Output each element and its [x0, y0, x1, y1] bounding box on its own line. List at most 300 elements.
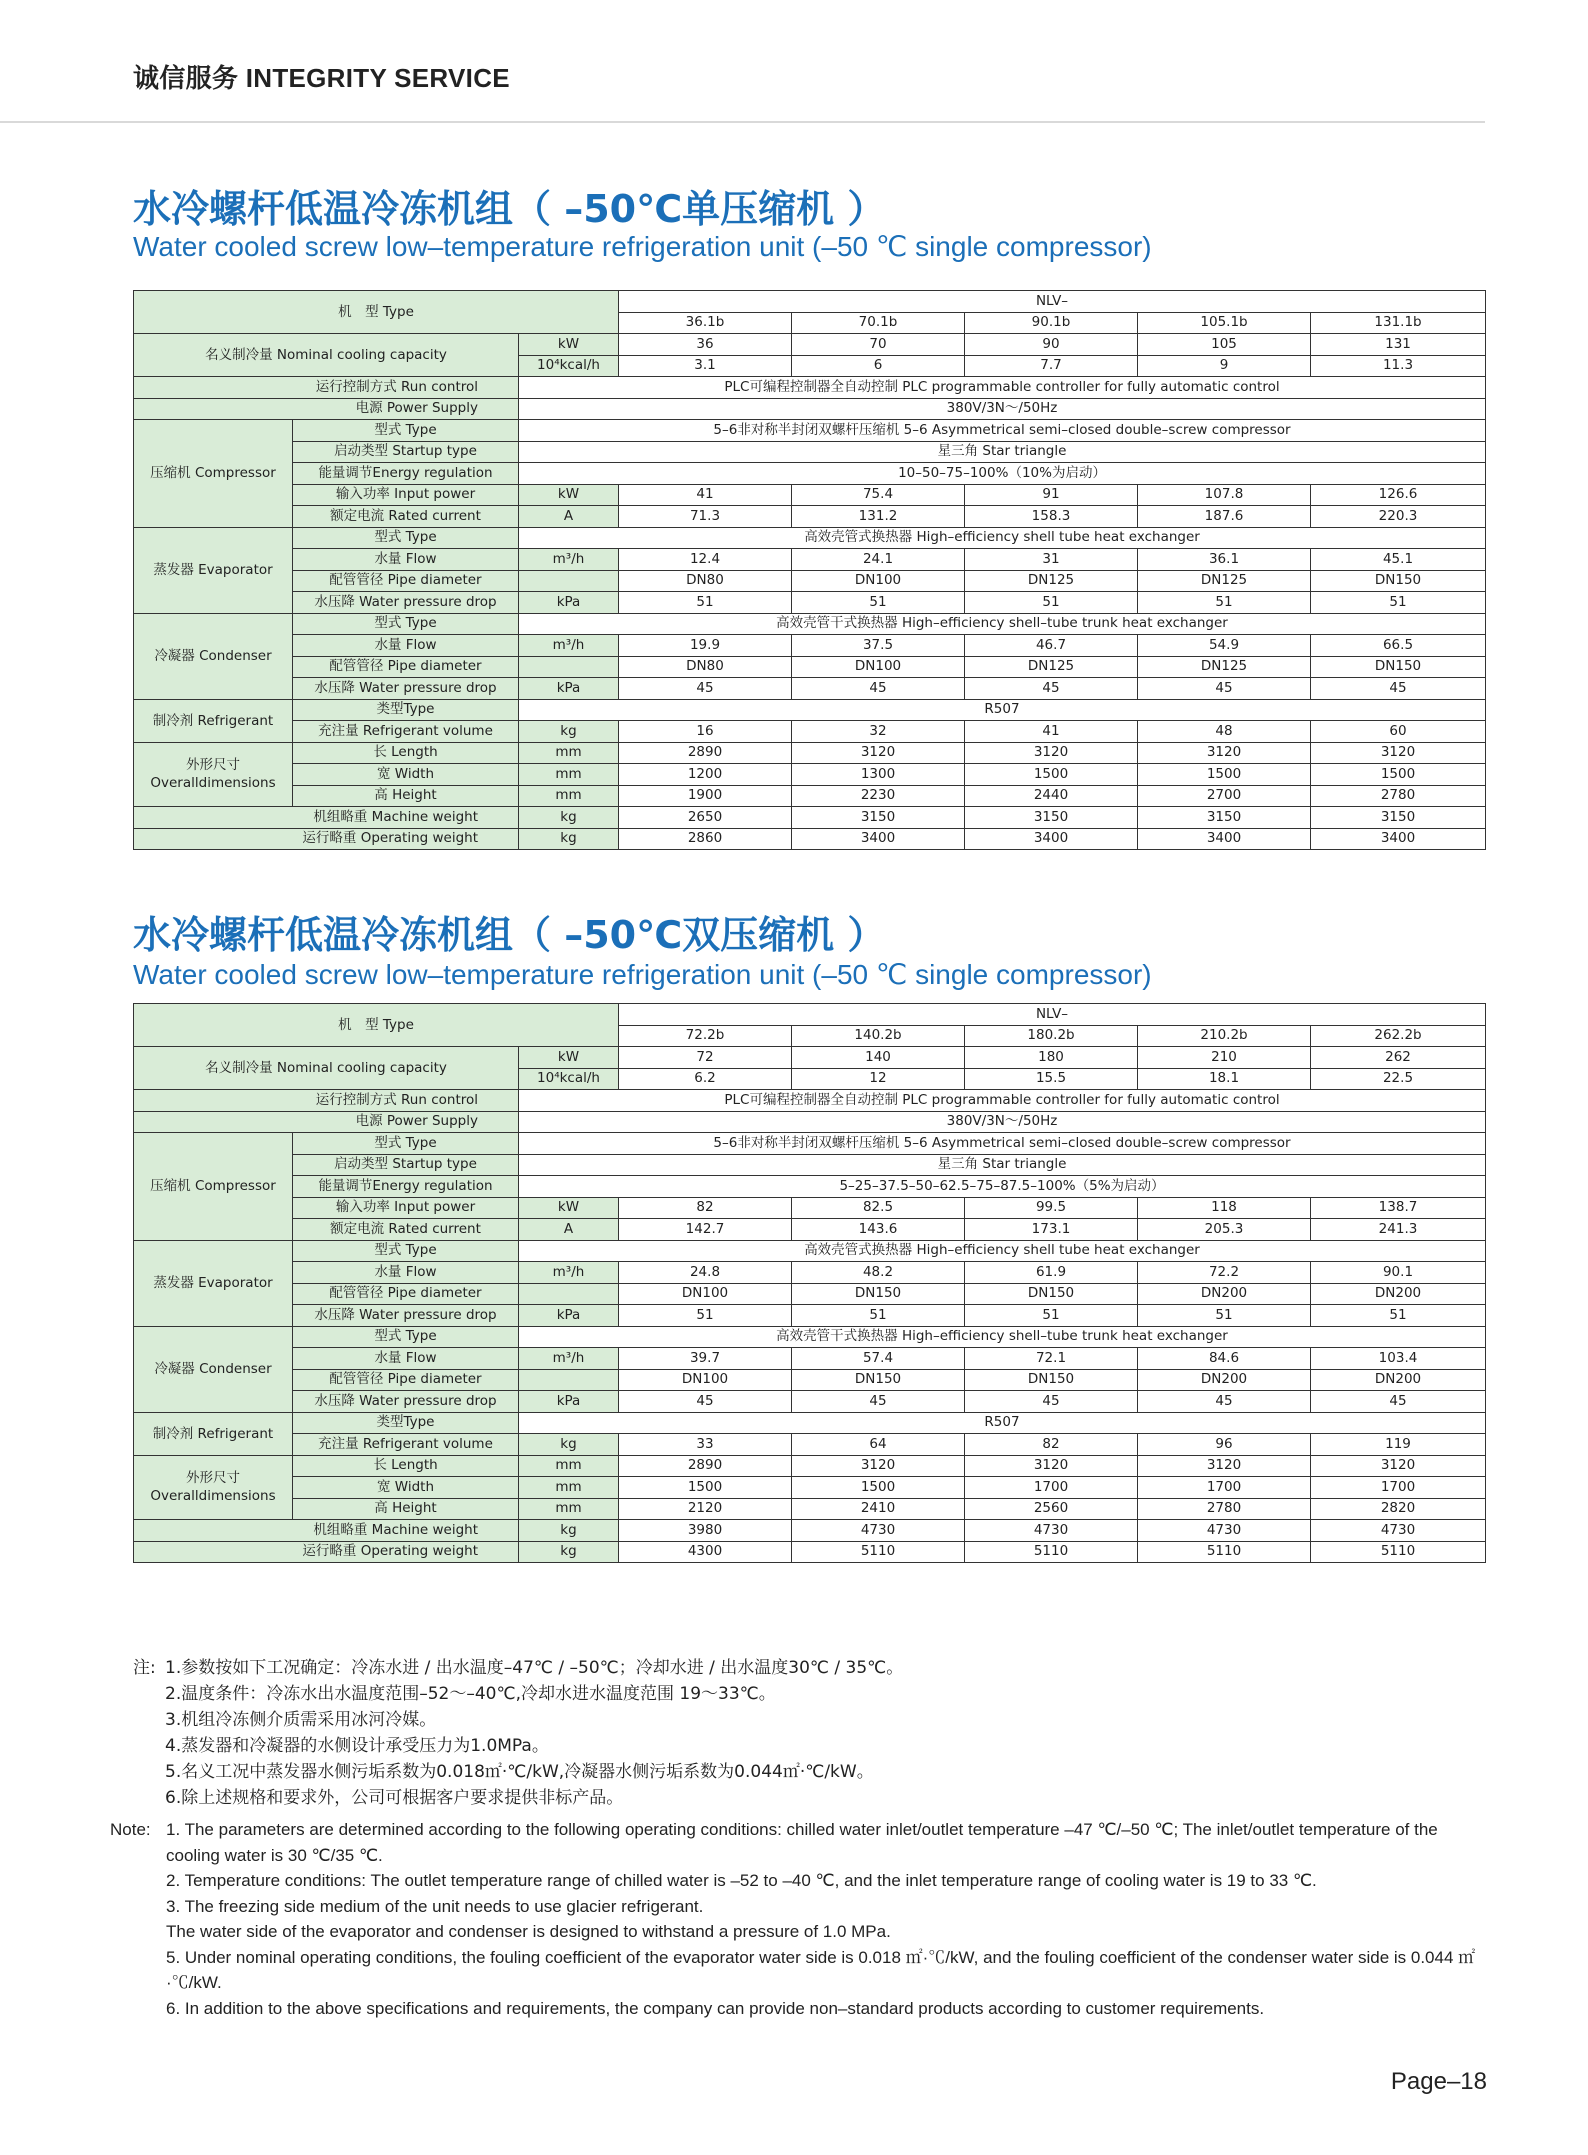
table-row [134, 828, 1486, 850]
spanning-value: 5–6非对称半封闭双螺杆压缩机 5–6 Asymmetrical semi–closed double–screw compressor [519, 1133, 1486, 1155]
value-cell: 99.5 [965, 1197, 1138, 1219]
value-cell: 118 [1138, 1197, 1311, 1219]
value-cell: DN200 [1138, 1369, 1311, 1391]
table-row [134, 1477, 1486, 1499]
value-cell: 18.1 [1138, 1068, 1311, 1090]
value-cell: 3400 [965, 828, 1138, 850]
value-cell: 46.7 [965, 635, 1138, 657]
value-cell: DN100 [792, 656, 965, 678]
group-label: 蒸发器 Evaporator [134, 1240, 293, 1326]
row-label: 机组略重 Machine weight [134, 807, 519, 829]
group-label: 蒸发器 Evaporator [134, 527, 293, 613]
value-cell: DN150 [792, 1283, 965, 1305]
value-cell: 32 [792, 721, 965, 743]
value-cell: 4730 [1138, 1520, 1311, 1542]
unit-cell: kW [519, 484, 619, 506]
value-cell: 3.1 [619, 355, 792, 377]
value-cell: 45 [1138, 678, 1311, 700]
value-cell: 45 [792, 678, 965, 700]
value-cell: 1700 [1311, 1477, 1486, 1499]
value-cell: 71.3 [619, 506, 792, 528]
row-label: 充注量 Refrigerant volume [293, 1434, 519, 1456]
table-row [134, 1348, 1486, 1370]
notes-cn-item: 1.参数按如下工况确定：冷冻水进 / 出水温度–47℃ / –50℃；冷却水进 / 出水温度30℃ / 35℃。 [165, 1658, 904, 1678]
row-label: 运行略重 Operating weight [134, 828, 519, 850]
table-row [134, 1541, 1486, 1563]
notes-en-item: The water side of the evaporator and condenser is designed to withstand a pressure of 1.0 MPa. [166, 1922, 891, 1941]
value-cell: 41 [965, 721, 1138, 743]
value-cell: 173.1 [965, 1219, 1138, 1241]
group-label: 名义制冷量 Nominal cooling capacity [134, 1047, 519, 1090]
value-cell: 12 [792, 1068, 965, 1090]
table-row [134, 570, 1486, 592]
value-cell: 241.3 [1311, 1219, 1486, 1241]
table-row [134, 1133, 1486, 1155]
value-cell: 4730 [965, 1520, 1138, 1542]
group-label: 压缩机 Compressor [134, 420, 293, 528]
unit-cell: 10⁴kcal/h [519, 355, 619, 377]
value-cell: 45.1 [1311, 549, 1486, 571]
value-cell: 220.3 [1311, 506, 1486, 528]
unit-cell [519, 1283, 619, 1305]
table-row [134, 527, 1486, 549]
unit-cell: kW [519, 334, 619, 356]
value-cell: 9 [1138, 355, 1311, 377]
value-cell: 180 [965, 1047, 1138, 1069]
value-cell: 90 [965, 334, 1138, 356]
value-cell: 84.6 [1138, 1348, 1311, 1370]
unit-cell: kg [519, 721, 619, 743]
table-row [134, 592, 1486, 614]
model-type-header: 机 型 Type [134, 1004, 619, 1047]
value-cell: 36.1 [1138, 549, 1311, 571]
table-row [134, 377, 1486, 399]
value-cell: 2820 [1311, 1498, 1486, 1520]
row-label: 电源 Power Supply [134, 398, 519, 420]
value-cell: 51 [1311, 1305, 1486, 1327]
value-cell: 2120 [619, 1498, 792, 1520]
value-cell: 60 [1311, 721, 1486, 743]
unit-cell: kg [519, 1541, 619, 1563]
row-label: 输入功率 Input power [293, 484, 519, 506]
table-row [134, 1197, 1486, 1219]
spec-table-double-compressor [133, 1003, 1486, 1563]
spanning-value: 高效壳管干式换热器 High–efficiency shell–tube trunk heat exchanger [519, 613, 1486, 635]
unit-cell: mm [519, 742, 619, 764]
value-cell: 51 [1311, 592, 1486, 614]
notes-en-item: 5. Under nominal operating conditions, the fouling coefficient of the evaporator water side is 0.018 ㎡·℃/kW, and the fouling coefficient of the condenser water side is 0.044 ㎡·℃/kW. [166, 1947, 1476, 1992]
value-cell: 45 [1311, 678, 1486, 700]
spanning-value: 5–25–37.5–50–62.5–75–87.5–100%（5%为启动） [519, 1176, 1486, 1198]
value-cell: 4730 [1311, 1520, 1486, 1542]
value-cell: 72.1 [965, 1348, 1138, 1370]
spec-table-single-compressor [133, 290, 1486, 850]
row-label: 水量 Flow [293, 549, 519, 571]
row-label: 型式 Type [293, 1240, 519, 1262]
group-label: 压缩机 Compressor [134, 1133, 293, 1241]
value-cell: 103.4 [1311, 1348, 1486, 1370]
value-cell: 45 [965, 1391, 1138, 1413]
notes-cn-item: 2.温度条件：冷冻水出水温度范围–52～–40℃,冷却水进水温度范围 19～33℃。 [165, 1684, 776, 1704]
table-row [134, 678, 1486, 700]
table-row [134, 1498, 1486, 1520]
value-cell: DN125 [1138, 656, 1311, 678]
value-cell: 51 [1138, 1305, 1311, 1327]
value-cell: 107.8 [1138, 484, 1311, 506]
row-label: 充注量 Refrigerant volume [293, 721, 519, 743]
value-cell: 37.5 [792, 635, 965, 657]
model-header: 36.1b [619, 312, 792, 334]
value-cell: 3120 [965, 1455, 1138, 1477]
row-label: 类型Type [293, 1412, 519, 1434]
value-cell: 48.2 [792, 1262, 965, 1284]
table-row [134, 1240, 1486, 1262]
value-cell: 2230 [792, 785, 965, 807]
value-cell: 24.8 [619, 1262, 792, 1284]
unit-cell: kg [519, 828, 619, 850]
row-label: 高 Height [293, 785, 519, 807]
series-header: NLV– [619, 291, 1486, 313]
unit-cell: kPa [519, 678, 619, 700]
value-cell: 142.7 [619, 1219, 792, 1241]
value-cell: DN100 [792, 570, 965, 592]
value-cell: 36 [619, 334, 792, 356]
spanning-value: 星三角 Star triangle [519, 1154, 1486, 1176]
value-cell: 3400 [792, 828, 965, 850]
value-cell: DN125 [965, 570, 1138, 592]
table-row [134, 549, 1486, 571]
value-cell: DN125 [1138, 570, 1311, 592]
unit-cell: 10⁴kcal/h [519, 1068, 619, 1090]
model-header: 262.2b [1311, 1025, 1486, 1047]
value-cell: 96 [1138, 1434, 1311, 1456]
value-cell: 3150 [965, 807, 1138, 829]
row-label: 型式 Type [293, 613, 519, 635]
unit-cell: m³/h [519, 549, 619, 571]
value-cell: 1500 [619, 1477, 792, 1499]
unit-cell: mm [519, 1498, 619, 1520]
value-cell: 126.6 [1311, 484, 1486, 506]
value-cell: 51 [619, 1305, 792, 1327]
group-label: 外形尺寸 Overalldimensions [134, 1455, 293, 1520]
value-cell: 3120 [792, 1455, 965, 1477]
spanning-value: 380V/3N～/50Hz [519, 398, 1486, 420]
value-cell: 3400 [1138, 828, 1311, 850]
table-row [134, 635, 1486, 657]
table-row [134, 721, 1486, 743]
page-number: Page–18 [1390, 2068, 1487, 2095]
value-cell: 45 [965, 678, 1138, 700]
table-row [134, 742, 1486, 764]
notes-cn-item: 6.除上述规格和要求外，公司可根据客户要求提供非标产品。 [165, 1788, 624, 1808]
value-cell: 5110 [1138, 1541, 1311, 1563]
value-cell: 45 [792, 1391, 965, 1413]
value-cell: 51 [965, 1305, 1138, 1327]
unit-cell: mm [519, 1477, 619, 1499]
value-cell: 33 [619, 1434, 792, 1456]
value-cell: 31 [965, 549, 1138, 571]
row-label: 启动类型 Startup type [293, 441, 519, 463]
table-row [134, 656, 1486, 678]
value-cell: 3120 [792, 742, 965, 764]
value-cell: 51 [965, 592, 1138, 614]
table-row [134, 1154, 1486, 1176]
section-2-title-cn: 水冷螺杆低温冷冻机组（ –50℃双压缩机 ） [133, 913, 886, 957]
value-cell: 24.1 [792, 549, 965, 571]
value-cell: 1300 [792, 764, 965, 786]
value-cell: 105 [1138, 334, 1311, 356]
value-cell: 210 [1138, 1047, 1311, 1069]
model-type-header: 机 型 Type [134, 291, 619, 334]
row-label: 型式 Type [293, 1326, 519, 1348]
value-cell: 90.1 [1311, 1262, 1486, 1284]
row-label: 型式 Type [293, 527, 519, 549]
value-cell: 3120 [1311, 1455, 1486, 1477]
value-cell: 51 [619, 592, 792, 614]
value-cell: 3400 [1311, 828, 1486, 850]
value-cell: 2410 [792, 1498, 965, 1520]
table-row [134, 1305, 1486, 1327]
row-label: 启动类型 Startup type [293, 1154, 519, 1176]
value-cell: 205.3 [1138, 1219, 1311, 1241]
table-row [134, 785, 1486, 807]
value-cell: 3150 [792, 807, 965, 829]
table-row [134, 764, 1486, 786]
value-cell: 2860 [619, 828, 792, 850]
value-cell: 131.2 [792, 506, 965, 528]
value-cell: 2560 [965, 1498, 1138, 1520]
unit-cell: m³/h [519, 1262, 619, 1284]
value-cell: 7.7 [965, 355, 1138, 377]
value-cell: 2780 [1311, 785, 1486, 807]
value-cell: 70 [792, 334, 965, 356]
row-label: 配管管径 Pipe diameter [293, 570, 519, 592]
value-cell: 1700 [1138, 1477, 1311, 1499]
model-header: 210.2b [1138, 1025, 1311, 1047]
section-1-title-en: Water cooled screw low–temperature refrigeration unit (–50 ℃ single compressor) [133, 231, 1152, 262]
section-1-title-cn: 水冷螺杆低温冷冻机组（ –50℃单压缩机 ） [133, 187, 886, 231]
row-label: 水压降 Water pressure drop [293, 678, 519, 700]
value-cell: DN150 [792, 1369, 965, 1391]
value-cell: DN100 [619, 1283, 792, 1305]
unit-cell: kW [519, 1197, 619, 1219]
row-label: 型式 Type [293, 1133, 519, 1155]
unit-cell: mm [519, 785, 619, 807]
value-cell: DN150 [965, 1283, 1138, 1305]
value-cell: DN200 [1138, 1283, 1311, 1305]
unit-cell: m³/h [519, 635, 619, 657]
value-cell: 75.4 [792, 484, 965, 506]
value-cell: 82 [965, 1434, 1138, 1456]
row-label: 额定电流 Rated current [293, 1219, 519, 1241]
unit-cell [519, 570, 619, 592]
value-cell: 6.2 [619, 1068, 792, 1090]
value-cell: DN125 [965, 656, 1138, 678]
model-header: 131.1b [1311, 312, 1486, 334]
value-cell: 61.9 [965, 1262, 1138, 1284]
row-label: 水量 Flow [293, 1262, 519, 1284]
value-cell: 1500 [965, 764, 1138, 786]
table-row [134, 1111, 1486, 1133]
unit-cell: A [519, 1219, 619, 1241]
row-label: 水量 Flow [293, 1348, 519, 1370]
group-label: 名义制冷量 Nominal cooling capacity [134, 334, 519, 377]
value-cell: 45 [1138, 1391, 1311, 1413]
value-cell: DN150 [1311, 570, 1486, 592]
notes-en-prefix: Note: [110, 1820, 151, 1839]
value-cell: DN200 [1311, 1369, 1486, 1391]
row-label: 额定电流 Rated current [293, 506, 519, 528]
value-cell: 72 [619, 1047, 792, 1069]
model-header: 90.1b [965, 312, 1138, 334]
row-label: 宽 Width [293, 1477, 519, 1499]
value-cell: 51 [792, 592, 965, 614]
value-cell: 2890 [619, 1455, 792, 1477]
spanning-value: 高效壳管式换热器 High–efficiency shell tube heat exchanger [519, 527, 1486, 549]
value-cell: 45 [1311, 1391, 1486, 1413]
value-cell: 158.3 [965, 506, 1138, 528]
value-cell: 4300 [619, 1541, 792, 1563]
value-cell: 54.9 [1138, 635, 1311, 657]
notes-cn-item: 3.机组冷冻侧介质需采用冰河冷媒。 [165, 1710, 437, 1730]
page-header: 诚信服务 INTEGRITY SERVICE [133, 63, 510, 93]
value-cell: 262 [1311, 1047, 1486, 1069]
row-label: 水量 Flow [293, 635, 519, 657]
row-label: 水压降 Water pressure drop [293, 1391, 519, 1413]
value-cell: 138.7 [1311, 1197, 1486, 1219]
spanning-value: R507 [519, 699, 1486, 721]
value-cell: 82.5 [792, 1197, 965, 1219]
value-cell: 11.3 [1311, 355, 1486, 377]
value-cell: 15.5 [965, 1068, 1138, 1090]
value-cell: 82 [619, 1197, 792, 1219]
model-header: 140.2b [792, 1025, 965, 1047]
table-row [134, 807, 1486, 829]
value-cell: 2890 [619, 742, 792, 764]
value-cell: 143.6 [792, 1219, 965, 1241]
row-label: 型式 Type [293, 420, 519, 442]
table-row [134, 506, 1486, 528]
notes-cn-prefix: 注: [133, 1658, 156, 1678]
value-cell: 2780 [1138, 1498, 1311, 1520]
value-cell: 3120 [1138, 1455, 1311, 1477]
unit-cell: kPa [519, 592, 619, 614]
table-row [134, 1176, 1486, 1198]
value-cell: 45 [619, 1391, 792, 1413]
row-label: 高 Height [293, 1498, 519, 1520]
row-label: 配管管径 Pipe diameter [293, 656, 519, 678]
value-cell: 3150 [1311, 807, 1486, 829]
notes-en-item: 2. Temperature conditions: The outlet temperature range of chilled water is –52 to –40 ℃, and the inlet temperature range of cooling water is 19 to 33 ℃. [166, 1871, 1317, 1890]
value-cell: 2650 [619, 807, 792, 829]
table-row [134, 1283, 1486, 1305]
unit-cell: kg [519, 807, 619, 829]
row-label: 能量调节Energy regulation [293, 463, 519, 485]
notes-en-item: 3. The freezing side medium of the unit needs to use glacier refrigerant. [166, 1896, 704, 1916]
spanning-value: 380V/3N～/50Hz [519, 1111, 1486, 1133]
header-divider [0, 121, 1485, 123]
group-label: 制冷剂 Refrigerant [134, 699, 293, 742]
table-row [134, 1412, 1486, 1434]
row-label: 运行控制方式 Run control [134, 377, 519, 399]
value-cell: 66.5 [1311, 635, 1486, 657]
unit-cell: kPa [519, 1391, 619, 1413]
table-row [134, 1391, 1486, 1413]
row-label: 水压降 Water pressure drop [293, 592, 519, 614]
table-row [134, 1455, 1486, 1477]
table-row [134, 1262, 1486, 1284]
unit-cell: kg [519, 1520, 619, 1542]
value-cell: 51 [1138, 592, 1311, 614]
value-cell: 6 [792, 355, 965, 377]
value-cell: 48 [1138, 721, 1311, 743]
value-cell: 41 [619, 484, 792, 506]
value-cell: 3120 [1138, 742, 1311, 764]
table-row [134, 334, 1486, 356]
unit-cell [519, 1369, 619, 1391]
spanning-value: 10–50–75–100%（10%为启动） [519, 463, 1486, 485]
row-label: 运行控制方式 Run control [134, 1090, 519, 1112]
table-row [134, 420, 1486, 442]
model-header: 72.2b [619, 1025, 792, 1047]
value-cell: 2440 [965, 785, 1138, 807]
value-cell: DN200 [1311, 1283, 1486, 1305]
table-row [134, 1090, 1486, 1112]
value-cell: 5110 [792, 1541, 965, 1563]
group-label: 制冷剂 Refrigerant [134, 1412, 293, 1455]
table-row [134, 1369, 1486, 1391]
value-cell: 2700 [1138, 785, 1311, 807]
value-cell: 1200 [619, 764, 792, 786]
unit-cell [519, 656, 619, 678]
value-cell: DN100 [619, 1369, 792, 1391]
unit-cell: kg [519, 1434, 619, 1456]
value-cell: 22.5 [1311, 1068, 1486, 1090]
row-label: 配管管径 Pipe diameter [293, 1369, 519, 1391]
notes-chinese [133, 1655, 903, 1811]
notes-cn-item: 4.蒸发器和冷凝器的水侧设计承受压力为1.0MPa。 [165, 1736, 549, 1756]
value-cell: 19.9 [619, 635, 792, 657]
value-cell: 64 [792, 1434, 965, 1456]
row-label: 电源 Power Supply [134, 1111, 519, 1133]
value-cell: 91 [965, 484, 1138, 506]
value-cell: 57.4 [792, 1348, 965, 1370]
spanning-value: R507 [519, 1412, 1486, 1434]
table-row [134, 1520, 1486, 1542]
row-label: 长 Length [293, 742, 519, 764]
table-row [134, 1047, 1486, 1069]
value-cell: 12.4 [619, 549, 792, 571]
table-row [134, 699, 1486, 721]
table-row [134, 484, 1486, 506]
value-cell: 131 [1311, 334, 1486, 356]
group-label: 外形尺寸 Overalldimensions [134, 742, 293, 807]
unit-cell: mm [519, 1455, 619, 1477]
value-cell: 1700 [965, 1477, 1138, 1499]
model-header: 180.2b [965, 1025, 1138, 1047]
spanning-value: PLC可编程控制器全自动控制 PLC programmable controller for fully automatic control [519, 377, 1486, 399]
row-label: 配管管径 Pipe diameter [293, 1283, 519, 1305]
row-label: 宽 Width [293, 764, 519, 786]
table-row [134, 1434, 1486, 1456]
unit-cell: kW [519, 1047, 619, 1069]
value-cell: DN80 [619, 656, 792, 678]
unit-cell: m³/h [519, 1348, 619, 1370]
spanning-value: 5–6非对称半封闭双螺杆压缩机 5–6 Asymmetrical semi–closed double–screw compressor [519, 420, 1486, 442]
table-row [134, 1219, 1486, 1241]
table-row [134, 613, 1486, 635]
row-label: 长 Length [293, 1455, 519, 1477]
